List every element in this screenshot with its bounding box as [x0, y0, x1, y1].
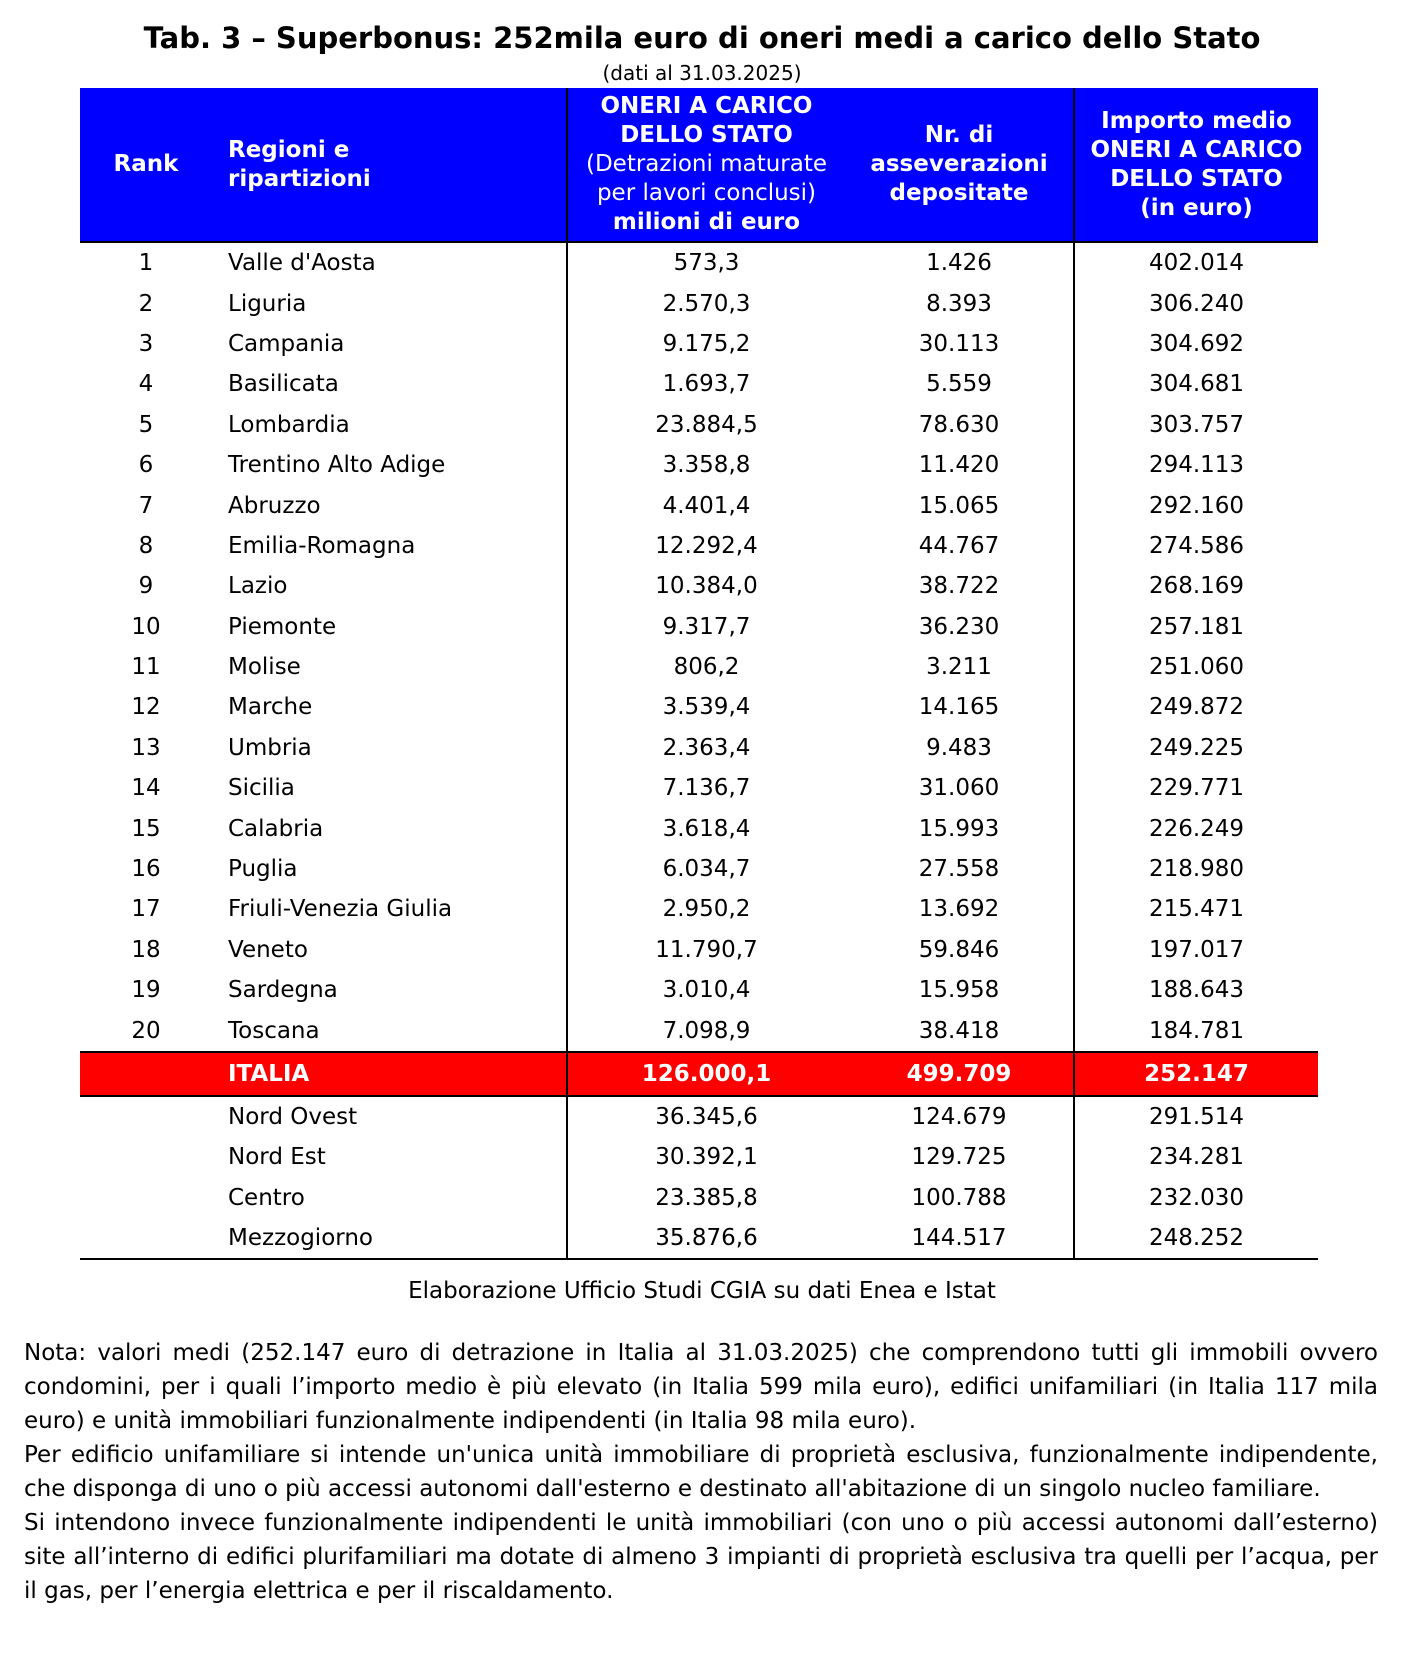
table-row [80, 526, 1318, 566]
cell-region: Abruzzo [228, 492, 321, 519]
cell-oneri: 573,3 [567, 242, 845, 283]
header-nr-line: Nr. di [924, 122, 994, 148]
cell-importo: 257.181 [1074, 607, 1318, 647]
cell-region: Puglia [228, 856, 298, 883]
table-row [80, 808, 1318, 848]
cell-importo: 292.160 [1074, 485, 1318, 525]
table-row [80, 930, 1318, 970]
table-row [80, 889, 1318, 929]
table-row [80, 566, 1318, 606]
cell-asseverazioni-total: 499.709 [845, 1052, 1074, 1096]
header-importo-line: ONERI A CARICO [1090, 136, 1303, 163]
cell-oneri: 7.136,7 [567, 768, 845, 808]
cell-rank-empty [80, 1137, 212, 1177]
cell-rank: 17 [131, 896, 161, 923]
note-paragraph: Nota: valori medi (252.147 euro di detrazione in Italia al 31.03.2025) che comprendono tutti gli immobili ovvero condomini, per i quali l’importo medio è più elevato (in Italia 599 mila euro), edifici unifamiliari (in Italia 117 mila euro) e unità immobiliari funzionalmente indipendenti (in Italia 98 mila euro). [24, 1340, 1378, 1434]
cell-oneri: 9.175,2 [567, 324, 845, 364]
cell-asseverazioni: 38.722 [918, 573, 1000, 600]
ripartizione-row [80, 1218, 1318, 1259]
cell-region: Centro [228, 1184, 305, 1211]
table-row [80, 283, 1318, 323]
cell-oneri: 9.317,7 [567, 607, 845, 647]
cell-rank: 4 [138, 371, 154, 398]
cell-region: Emilia-Romagna [228, 532, 416, 559]
cell-asseverazioni: 14.165 [918, 694, 1000, 721]
cell-asseverazioni: 144.517 [845, 1218, 1074, 1259]
cell-region: Friuli-Venezia Giulia [228, 896, 453, 923]
cell-importo: 229.771 [1074, 768, 1318, 808]
cell-region: Sardegna [228, 977, 338, 1004]
cell-oneri: 4.401,4 [567, 485, 845, 525]
cell-region: Lazio [228, 573, 288, 600]
cell-asseverazioni: 31.060 [918, 775, 1000, 802]
table-row [80, 728, 1318, 768]
cell-importo: 304.692 [1074, 324, 1318, 364]
header-importo-line: Importo medio [1101, 107, 1292, 134]
table-row [80, 687, 1318, 727]
cell-rank: 3 [138, 330, 154, 357]
cell-importo: 402.014 [1074, 242, 1318, 283]
note-paragraph: Per edificio unifamiliare si intende un'unica unità immobiliare di proprietà esclusiva, funzionalmente indipendente, che disponga di uno o più accessi autonomi dall'esterno e destinato all'abitazione di un singolo nucleo familiare. [24, 1442, 1378, 1502]
cell-region: Campania [228, 330, 345, 357]
header-region-line: Regioni e [228, 136, 350, 163]
cell-oneri: 7.098,9 [567, 1010, 845, 1051]
table-row [80, 607, 1318, 647]
header-rank: Rank [80, 88, 212, 242]
cell-region-total: ITALIA [212, 1052, 567, 1096]
cell-rank: 13 [131, 734, 161, 761]
cell-region: Lombardia [228, 411, 350, 438]
cell-importo: 234.281 [1074, 1137, 1318, 1177]
cell-oneri-total: 126.000,1 [567, 1052, 845, 1096]
cell-asseverazioni: 15.065 [918, 492, 1000, 519]
cell-rank: 20 [131, 1017, 161, 1044]
table-row [80, 242, 1318, 283]
cell-asseverazioni: 1.426 [926, 250, 992, 277]
cell-importo: 188.643 [1074, 970, 1318, 1010]
cell-oneri: 2.363,4 [567, 728, 845, 768]
cell-rank: 5 [138, 411, 154, 438]
cell-importo: 274.586 [1074, 526, 1318, 566]
cell-oneri: 806,2 [567, 647, 845, 687]
cell-importo: 184.781 [1074, 1010, 1318, 1051]
cell-rank: 11 [131, 654, 161, 681]
cell-region: Molise [228, 654, 301, 681]
total-row-italia [80, 1052, 1318, 1096]
header-oneri-line: per lavori conclusi) [596, 180, 817, 206]
cell-asseverazioni: 129.725 [911, 1144, 1007, 1171]
cell-asseverazioni: 9.483 [926, 734, 992, 761]
header-importo-line: DELLO STATO [1110, 165, 1283, 192]
header-oneri-line: milioni di euro [612, 209, 801, 235]
cell-oneri: 11.790,7 [567, 930, 845, 970]
cell-region: Nord Est [228, 1144, 326, 1171]
cell-asseverazioni: 30.113 [918, 330, 1000, 357]
cell-asseverazioni: 78.630 [918, 411, 1000, 438]
cell-oneri: 10.384,0 [567, 566, 845, 606]
source-caption: Elaborazione Ufficio Studi CGIA su dati Enea e Istat [408, 1278, 996, 1304]
cell-asseverazioni: 124.679 [911, 1104, 1007, 1130]
header-importo-medio [1074, 88, 1318, 242]
cell-region: Liguria [228, 290, 307, 317]
cell-asseverazioni: 13.692 [918, 896, 1000, 923]
header-oneri [567, 88, 845, 242]
cell-asseverazioni: 5.559 [926, 371, 992, 398]
cell-importo: 268.169 [1074, 566, 1318, 606]
cell-asseverazioni: 38.418 [918, 1017, 1000, 1044]
ripartizione-row [80, 1137, 1318, 1177]
table-title: Tab. 3 – Superbonus: 252mila euro di oneri medi a carico dello Stato [143, 21, 1261, 55]
cell-rank: 8 [138, 532, 154, 559]
cell-asseverazioni: 11.420 [918, 452, 1000, 479]
cell-rank: 15 [131, 815, 161, 842]
header-oneri-line: DELLO STATO [620, 122, 793, 148]
cell-oneri: 30.392,1 [567, 1137, 845, 1177]
cell-importo-total: 252.147 [1074, 1052, 1318, 1096]
table-row [80, 1010, 1318, 1051]
table-body [80, 242, 1318, 1259]
cell-region: Marche [228, 694, 313, 721]
cell-region: Nord Ovest [228, 1104, 358, 1130]
cell-importo: 226.249 [1074, 808, 1318, 848]
cell-rank: 16 [131, 856, 161, 883]
header-oneri-line: ONERI A CARICO [600, 93, 813, 119]
cell-oneri: 6.034,7 [567, 849, 845, 889]
cell-asseverazioni: 27.558 [918, 856, 1000, 883]
cell-importo: 218.980 [1074, 849, 1318, 889]
cell-region: Trentino Alto Adige [228, 452, 446, 479]
cell-asseverazioni: 59.846 [918, 936, 1000, 963]
table-row [80, 970, 1318, 1010]
cell-region: Valle d'Aosta [228, 250, 376, 277]
cell-oneri: 2.570,3 [567, 283, 845, 323]
cell-oneri: 12.292,4 [567, 526, 845, 566]
table-row [80, 405, 1318, 445]
cell-rank: 7 [138, 492, 154, 519]
table-header [80, 88, 1318, 242]
table-row [80, 768, 1318, 808]
ripartizione-row [80, 1178, 1318, 1218]
cell-asseverazioni: 15.993 [918, 815, 1000, 842]
cell-region: Sicilia [228, 775, 295, 802]
cell-rank-empty [80, 1218, 212, 1259]
cell-region: Calabria [228, 815, 324, 842]
cell-asseverazioni: 3.211 [926, 654, 992, 681]
note-paragraph: Si intendono invece funzionalmente indipendenti le unità immobiliari (con uno o più accessi autonomi dall’esterno) site all’interno di edifici plurifamiliari ma dotate di almeno 3 impianti di proprietà esclusiva tra quelli per l’acqua, per il gas, per l’energia elettrica e per il riscaldamento. [24, 1510, 1378, 1604]
cell-rank-empty [80, 1178, 212, 1218]
cell-importo: 248.252 [1074, 1218, 1318, 1259]
table-subtitle: (dati al 31.03.2025) [602, 61, 802, 85]
cell-rank: 1 [138, 250, 154, 277]
table-row [80, 849, 1318, 889]
cell-oneri: 1.693,7 [567, 364, 845, 404]
cell-rank: 6 [138, 452, 154, 479]
cell-region: Basilicata [228, 371, 339, 398]
cell-importo: 232.030 [1074, 1178, 1318, 1218]
cell-asseverazioni: 15.958 [918, 977, 1000, 1004]
cell-importo: 251.060 [1074, 647, 1318, 687]
cell-rank: 14 [131, 775, 161, 802]
cell-oneri: 3.539,4 [567, 687, 845, 727]
cell-region: Umbria [228, 734, 312, 761]
cell-importo: 249.872 [1074, 687, 1318, 727]
header-region [212, 88, 567, 242]
header-importo-line: (in euro) [1140, 194, 1253, 221]
cell-importo: 249.225 [1074, 728, 1318, 768]
table-row [80, 364, 1318, 404]
notes-block [24, 1336, 1378, 1608]
table-row [80, 485, 1318, 525]
cell-importo: 306.240 [1074, 283, 1318, 323]
cell-importo: 303.757 [1074, 405, 1318, 445]
cell-rank: 18 [131, 936, 161, 963]
header-asseverazioni [845, 88, 1074, 242]
cell-importo: 215.471 [1074, 889, 1318, 929]
cell-region: Toscana [228, 1017, 320, 1044]
header-nr-line: asseverazioni [870, 151, 1048, 177]
cell-rank-empty [80, 1052, 212, 1096]
cell-region: Piemonte [228, 613, 337, 640]
cell-rank: 2 [138, 290, 154, 317]
cell-region: Mezzogiorno [212, 1218, 567, 1259]
cell-asseverazioni: 36.230 [918, 613, 1000, 640]
cell-oneri: 2.950,2 [567, 889, 845, 929]
cell-rank: 12 [131, 694, 161, 721]
cell-rank: 10 [131, 613, 161, 640]
header-nr-line: depositate [889, 180, 1029, 206]
cell-importo: 304.681 [1074, 364, 1318, 404]
cell-region: Veneto [228, 936, 308, 963]
cell-rank-empty [80, 1096, 212, 1137]
table-row [80, 647, 1318, 687]
cell-oneri: 3.358,8 [567, 445, 845, 485]
cell-oneri: 23.385,8 [567, 1178, 845, 1218]
table-row [80, 324, 1318, 364]
header-oneri-line: (Detrazioni maturate [585, 151, 828, 177]
ripartizione-row [80, 1096, 1318, 1137]
cell-oneri: 3.618,4 [567, 808, 845, 848]
cell-importo: 197.017 [1074, 930, 1318, 970]
superbonus-table [80, 88, 1318, 1260]
cell-oneri: 3.010,4 [567, 970, 845, 1010]
cell-oneri: 35.876,6 [567, 1218, 845, 1259]
table-row [80, 445, 1318, 485]
cell-importo: 294.113 [1074, 445, 1318, 485]
cell-asseverazioni: 8.393 [926, 290, 992, 317]
cell-oneri: 36.345,6 [567, 1096, 845, 1137]
cell-rank: 9 [138, 573, 154, 600]
cell-rank: 19 [131, 977, 161, 1004]
cell-oneri: 23.884,5 [567, 405, 845, 445]
cell-asseverazioni: 100.788 [911, 1184, 1007, 1211]
header-region-line: ripartizioni [228, 165, 371, 192]
cell-importo: 291.514 [1074, 1096, 1318, 1137]
cell-asseverazioni: 44.767 [918, 532, 1000, 559]
